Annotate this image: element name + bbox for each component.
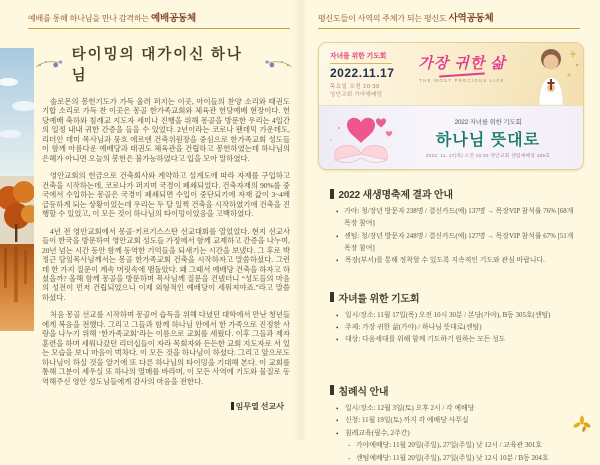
heading-bar-icon xyxy=(330,189,334,199)
prayer-meeting-poster xyxy=(318,42,584,170)
bullet-dot-icon: • xyxy=(336,324,339,333)
section-baptism xyxy=(330,383,580,465)
article-byline xyxy=(42,402,284,412)
bullet-dot-icon: • xyxy=(336,417,339,426)
sub-bullet-text: 센텀예배당: 11월 20일(주일), 27일(주일) 낮 12시 10분 / B동 204호 xyxy=(356,454,549,462)
poster-top xyxy=(319,43,583,105)
flower-vine-left-icon xyxy=(34,57,64,71)
sub-bullet-item xyxy=(348,453,580,465)
bullet-text: 목장(부서)를 통해 정착할 수 있도록 지속적인 기도와 관심 바랍니다. xyxy=(345,257,545,265)
section-new-life-festival xyxy=(330,186,580,268)
poster-bottom-kicker: 2022 자녀를 위한 기도회 xyxy=(454,118,522,126)
poster-bottom-text xyxy=(403,117,583,159)
bullet-item xyxy=(336,310,580,322)
article-paragraph: 4년 전 영안교회에서 몽골·키르기스스탄 선교대회를 열었었다. 현지 선교사들이 한국을 방문하여 영안교회 성도들 가정에서 함께 교제하고 간증을 나누며, 20년 넘는 시간 동안 함께 동역한 기억들을 되새기는 시간을 보냈다. 그 후로 박정근 담임목사님께서는 몽골 한가족교회 건축을 시작하자고 말씀하셨다. 그런데 한 가지 질문이 계속 머릿속에 맴돌았다. 왜 그때서 예배당 건축을 하자고 하셨을까? 올해 함께 몽골을 방문하며 목사님께 질문을 건넸더니 “성도들의 마음의 성전이 먼저 건립되었으니 이제 외형적인 예배당이 세워져야죠.”라고 말씀하셨다. xyxy=(42,226,290,302)
section-heading xyxy=(330,383,580,398)
section-heading-text: 침례식 안내 xyxy=(338,386,389,398)
praying-girl-illustration xyxy=(519,43,583,105)
section-heading-text: 2022 새생명축제 결과 안내 xyxy=(338,190,453,201)
section-bullets xyxy=(336,206,580,268)
corner-flower-icon xyxy=(572,414,592,432)
byline-name: 임무열 선교사 xyxy=(235,402,284,412)
bullet-item xyxy=(336,334,580,346)
poster-bottom-headline: 하나님 뜻대로 xyxy=(435,131,541,149)
poster-badge: 자녀를 위한 기도회 xyxy=(330,53,387,60)
bullet-text: 대상: 다음세대를 위해 함께 기도하기 원하는 모든 성도 xyxy=(345,336,506,344)
bullet-item xyxy=(336,255,580,267)
poster-bottom xyxy=(319,105,583,169)
poster-headline: 가장 귀한 삶 xyxy=(418,55,506,72)
bullet-text: 가야: 청/장년 방문자 238명 / 결신카드(예) 137명 → 목장VIP 참석률 76% [68개 목장 참여] xyxy=(344,208,574,228)
autumn-photo-image xyxy=(0,48,34,331)
poster-place: 영안교회 가야예배당 xyxy=(330,91,383,98)
section-bullets xyxy=(336,310,580,347)
poster-time: 목요일 오전 10:30 xyxy=(330,83,380,90)
article-body xyxy=(42,97,290,412)
swoosh-line-icon xyxy=(439,72,485,77)
bullet-text: 신청: 11월 19일(토) 까지 각 예배당 사무실 xyxy=(345,417,469,425)
dash-icon: - xyxy=(348,442,351,450)
section-heading xyxy=(330,186,580,201)
byline-bar-icon xyxy=(231,402,234,410)
bullet-dot-icon: • xyxy=(336,404,339,413)
bullet-text: 주제: 가장 귀한 삶(가야) / 하나님 뜻대로(센텀) xyxy=(345,324,482,332)
article-paragraph: 처음 몽골 선교를 시작하며 몽골어 습득을 위해 다녔던 대학에서 만난 청년들에게 복음을 전했다. 그리고 그들과 함께 하나님 안에서 한 가족으로 진정한 사랑을 나누기 위해 ‘한가족교회’라는 이름으로 교회를 세웠다. 이후 그들과 제자훈련을 하며 세워나갔던 리더십들이 자라 목회자와 든든한 교회 지도자로 서 있는 모습을 보니 마음이 벅차다. 이 모든 것을 하나님이 하셨다. 그리고 앞으로도 하나님이 하실 것을 알기에 또 다른 하나님의 타이밍을 기대해 본다. 이 교회를 통해 그분이 세우실 또 하나의 열매를 바라며, 이 모든 사역에 기도와 물질로 동역해주신 영안 성도님들에게 감사의 마음을 전한다. xyxy=(42,310,290,386)
bullet-dot-icon: • xyxy=(336,311,339,320)
bullet-item xyxy=(336,428,580,440)
dash-icon: - xyxy=(348,454,351,462)
bullet-dot-icon: • xyxy=(336,257,339,266)
bullet-item xyxy=(336,415,580,427)
autumn-lake-photo xyxy=(0,48,34,331)
article-paragraph: 영안교회의 헌금으로 건축회사와 계약하고 설계도에 따라 자재를 구입하고 건축을 시작하는데, 코로나가 퍼지며 국경이 폐쇄되었다. 건축자재의 90%를 중국에서 수입하는 몽골은 국경이 폐쇄되면 수입이 중단되기에 자재 값이 3~4배 급등하게 되는 상황이었는데 우리는 두 달 일찍 건축을 시작하였기에 건축을 진행할 수 있었고, 이 모든 것이 하나님의 타이밍이었음을 고백하였다. xyxy=(42,171,290,219)
poster-top-info xyxy=(319,43,405,105)
poster-headline-sub: THE MOST PRECIOUS LIFE xyxy=(419,78,505,83)
left-page xyxy=(0,0,300,440)
poster-date: 2022.11.17 xyxy=(330,65,395,80)
section-heading xyxy=(330,290,580,305)
bullet-item xyxy=(336,322,580,334)
bullet-dot-icon: • xyxy=(336,208,339,216)
article-title: 타이밍의 대가이신 하나님 xyxy=(71,47,243,84)
poster-top-headline-block xyxy=(405,43,519,105)
bullet-item xyxy=(336,231,580,256)
bullet-item xyxy=(336,403,580,415)
article-title-row xyxy=(34,43,294,85)
bullet-item xyxy=(336,206,580,231)
heading-bar-icon xyxy=(330,292,334,302)
bullet-text: 일시/장소: 12월 3일(토) 오후 2시 / 각 예배당 xyxy=(345,404,475,412)
section-children-prayer xyxy=(330,290,580,347)
bullet-text: 일시/장소: 11월 17일(목) 오전 10시 30분 / 본당(가야), B동 305호(센텀) xyxy=(345,311,551,319)
sub-bullet-text: 가야예배당: 11월 20일(주일), 27일(주일) 낮 12시 / 교육관 301호 xyxy=(356,442,542,450)
bullet-dot-icon: • xyxy=(336,429,339,438)
bullet-dot-icon: • xyxy=(336,232,339,241)
right-header-prefix: 평신도들이 사역의 주체가 되는 평신도 xyxy=(318,14,449,23)
flower-vine-right-icon xyxy=(264,57,294,71)
heading-bar-icon xyxy=(330,385,334,395)
poster-bottom-info: 2022. 11. 17(목) 오전 10:30 영안교회 센텀예배당 305호 xyxy=(425,153,551,159)
sub-bullet-item xyxy=(348,440,580,452)
left-header-prefix: 예배를 통해 하나님을 만나 감격하는 xyxy=(28,14,152,23)
hands-holding-heart-icon xyxy=(319,108,403,168)
left-page-header xyxy=(28,10,290,29)
bullet-text: 침례교육(필수, 2주간) xyxy=(345,429,410,437)
section-bullets xyxy=(336,403,580,465)
bullet-text: 센텀: 청/장년 방문자 248명 / 결신카드(예) 127명 → 목장VIP 참석률 67% [51개 목장 참여] xyxy=(344,232,574,252)
article-paragraph: 솔로몬의 봉헌기도가 가득 울려 퍼지는 이곳, 아이들의 찬양 소리와 태권도 기합 소리로 가득 찬 이곳은 몽골 한가족교회와 체육관 헌당예배 현장이다. 헌당예배 축하와 침례교 지도자 세미나 진행을 위해 몽골을 방문한 우리는 4일간의 일정 내내 귀한 간증을 들을 수 있었다. 2년이라는 코로나 팬데믹 가운데도, 리더인 데미 목사님과 뭉흐 에르덴 건축위원장을 중심으로 한가족교회 성도들이 함께 아름다운 예배당과 태권도 체육관을 건립하고 봉헌하였는데 하나님의 은혜가 아니면 오늘의 봉헌은 불가능하였다고 입을 모아 말하였다. xyxy=(42,97,290,163)
praying-girl-icon xyxy=(519,43,583,105)
right-header-strong: 사역공동체 xyxy=(448,13,494,24)
left-header-strong: 예배공동체 xyxy=(151,13,196,24)
right-page-header xyxy=(318,10,580,29)
poster-rule xyxy=(330,63,392,64)
section-heading-text: 자녀를 위한 기도회 xyxy=(338,293,420,305)
right-page xyxy=(300,0,600,462)
bullet-dot-icon: • xyxy=(336,336,339,345)
